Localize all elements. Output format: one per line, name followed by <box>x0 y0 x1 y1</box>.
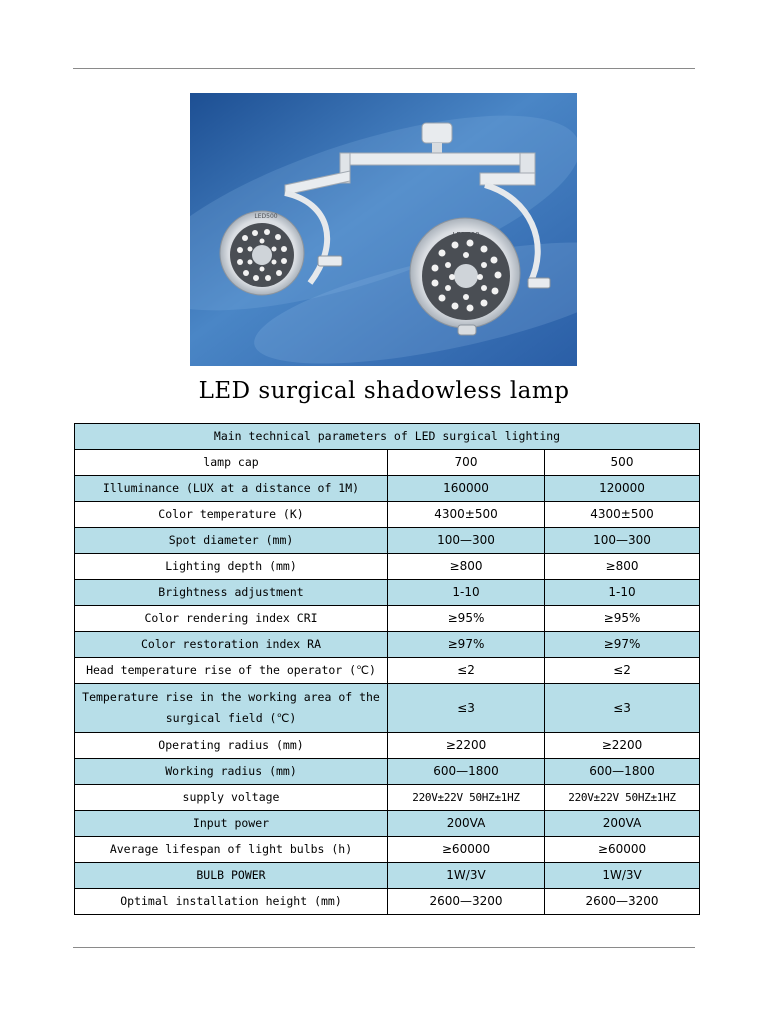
value-500: 1-10 <box>545 580 700 606</box>
value-700: 1W/3V <box>388 863 545 889</box>
value-500: ≥60000 <box>545 837 700 863</box>
table-header-row <box>75 424 700 450</box>
parameter-label: Color temperature (K) <box>75 502 388 528</box>
value-500: 120000 <box>545 476 700 502</box>
product-photo <box>190 93 577 366</box>
table-row <box>75 554 700 580</box>
parameter-label: Average lifespan of light bulbs (h) <box>75 837 388 863</box>
value-500: 200VA <box>545 811 700 837</box>
parameter-label: Brightness adjustment <box>75 580 388 606</box>
table-row <box>75 476 700 502</box>
table-row <box>75 889 700 915</box>
value-500: 1W/3V <box>545 863 700 889</box>
value-700: ≥95% <box>388 606 545 632</box>
table-row <box>75 837 700 863</box>
value-500: 4300±500 <box>545 502 700 528</box>
table-row <box>75 811 700 837</box>
value-700: 100—300 <box>388 528 545 554</box>
value-500: ≥800 <box>545 554 700 580</box>
value-500: ≤2 <box>545 658 700 684</box>
parameter-label: Color rendering index CRI <box>75 606 388 632</box>
photo-model-label-700: LED700 <box>452 231 480 239</box>
parameter-label: Optimal installation height (mm) <box>75 889 388 915</box>
table-header: Main technical parameters of LED surgical lighting <box>75 424 700 450</box>
table-row <box>75 785 700 811</box>
parameter-label: Head temperature rise of the operator (℃) <box>75 658 388 684</box>
photo-model-label-500: LED500 <box>254 213 278 220</box>
parameter-label: Working radius (mm) <box>75 759 388 785</box>
value-700: ≥800 <box>388 554 545 580</box>
parameter-label: Input power <box>75 811 388 837</box>
value-500: 600—1800 <box>545 759 700 785</box>
bottom-rule <box>73 947 695 948</box>
table-row <box>75 863 700 889</box>
value-700: 200VA <box>388 811 545 837</box>
value-700: 4300±500 <box>388 502 545 528</box>
table-row <box>75 580 700 606</box>
parameter-label: Illuminance (LUX at a distance of 1M) <box>75 476 388 502</box>
value-700: 600—1800 <box>388 759 545 785</box>
parameter-label: Operating radius (mm) <box>75 733 388 759</box>
table-row <box>75 502 700 528</box>
table-column-row <box>75 450 700 476</box>
column-500: 500 <box>545 450 700 476</box>
value-500: ≥95% <box>545 606 700 632</box>
table-row <box>75 759 700 785</box>
table-row <box>75 606 700 632</box>
value-500: 220V±22V 50HZ±1HZ <box>545 785 700 811</box>
document-title: LED surgical shadowless lamp <box>198 378 570 404</box>
value-500: 2600—3200 <box>545 889 700 915</box>
table-row <box>75 684 700 733</box>
technical-parameters-table <box>74 423 700 915</box>
table-row <box>75 733 700 759</box>
parameter-label: supply voltage <box>75 785 388 811</box>
parameter-label: Lighting depth (mm) <box>75 554 388 580</box>
value-700: ≥97% <box>388 632 545 658</box>
table-row <box>75 632 700 658</box>
value-700: ≤2 <box>388 658 545 684</box>
table-row <box>75 528 700 554</box>
parameter-label: Color restoration index RA <box>75 632 388 658</box>
value-700: ≥60000 <box>388 837 545 863</box>
table-row <box>75 658 700 684</box>
value-500: ≤3 <box>545 684 700 733</box>
value-500: ≥2200 <box>545 733 700 759</box>
value-700: ≥2200 <box>388 733 545 759</box>
column-lamp-cap: lamp cap <box>75 450 388 476</box>
value-700: 160000 <box>388 476 545 502</box>
value-500: ≥97% <box>545 632 700 658</box>
parameter-label: Spot diameter (mm) <box>75 528 388 554</box>
top-rule <box>73 68 695 69</box>
parameter-label: BULB POWER <box>75 863 388 889</box>
value-700: 220V±22V 50HZ±1HZ <box>388 785 545 811</box>
value-700: 2600—3200 <box>388 889 545 915</box>
value-700: 1-10 <box>388 580 545 606</box>
parameter-label: Temperature rise in the working area of the surgical field (℃) <box>75 684 388 733</box>
value-700: ≤3 <box>388 684 545 733</box>
column-700: 700 <box>388 450 545 476</box>
value-500: 100—300 <box>545 528 700 554</box>
